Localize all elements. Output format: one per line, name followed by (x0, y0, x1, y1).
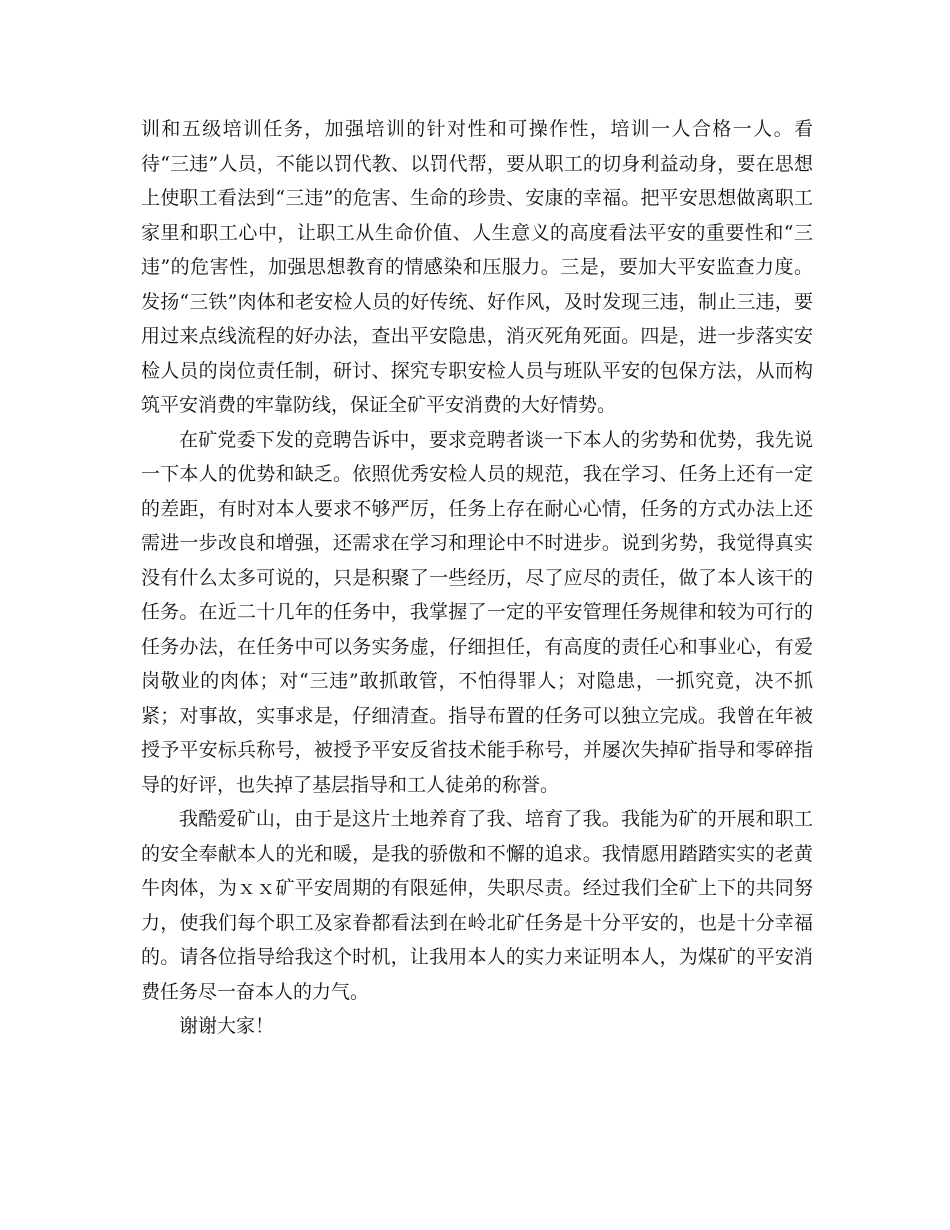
paragraph-3: 我酷爱矿山，由于是这片土地养育了我、培育了我。我能为矿的开展和职工的安全奉献本人的光和暖，是我的骄傲和不懈的追求。我情愿用踏踏实实的老黄牛肉体，为ｘｘ矿平安周期的有限延伸，失职尽责。经过我们全矿上下的共同努力，使我们每个职工及家眷都看法到在岭北矿任务是十分平安的，也是十分幸福的。请各位指导给我这个时机，让我用本人的实力来证明本人，为煤矿的平安消费任务尽一奋本人的力气。 (141, 808, 813, 1003)
document-page (141, 112, 813, 1044)
paragraph-1: 训和五级培训任务，加强培训的针对性和可操作性，培训一人合格一人。看待“三违”人员，不能以罚代教、以罚代帮，要从职工的切身利益动身，要在思想上使职工看法到“三违”的危害、生命的珍贵、安康的幸福。把平安思想做离职工家里和职工心中，让职工从生命价值、人生意义的高度看法平安的重要性和“三违”的危害性，加强思想教育的情感染和压服力。三是，要加大平安监查力度。发扬“三铁”肉体和老安检人员的好传统、好作风，及时发现三违，制止三违，要用过来点线流程的好办法，查出平安隐患，消灭死角死面。四是，进一步落实安检人员的岗位责任制，研讨、探究专职安检人员与班队平安的包保方法，从而构筑平安消费的牢靠防线，保证全矿平安消费的大好情势。 (141, 118, 813, 416)
paragraph-2: 在矿党委下发的竞聘告诉中，要求竞聘者谈一下本人的劣势和优势，我先说一下本人的优势和缺乏。依照优秀安检人员的规范，我在学习、任务上还有一定的差距，有时对本人要求不够严厉，任务上存在耐心心情，任务的方式办法上还需进一步改良和增强，还需求在学习和理论中不时进步。说到劣势，我觉得真实没有什么太多可说的，只是积聚了一些经历，尽了应尽的责任，做了本人该干的任务。在近二十几年的任务中，我掌握了一定的平安管理任务规律和较为可行的任务办法，在任务中可以务实务虚，仔细担任，有高度的责任心和事业心，有爱岗敬业的肉体；对“三违”敢抓敢管，不怕得罪人；对隐患，一抓究竟，决不抓紧；对事故，实事求是，仔细清查。指导布置的任务可以独立完成。我曾在年被授予平安标兵称号，被授予平安反省技术能手称号，并屡次失掉矿指导和零碎指导的好评，也失掉了基层指导和工人徒弟的称誉。 (141, 428, 813, 796)
closing-thanks: 谢谢大家！ (179, 1015, 275, 1037)
